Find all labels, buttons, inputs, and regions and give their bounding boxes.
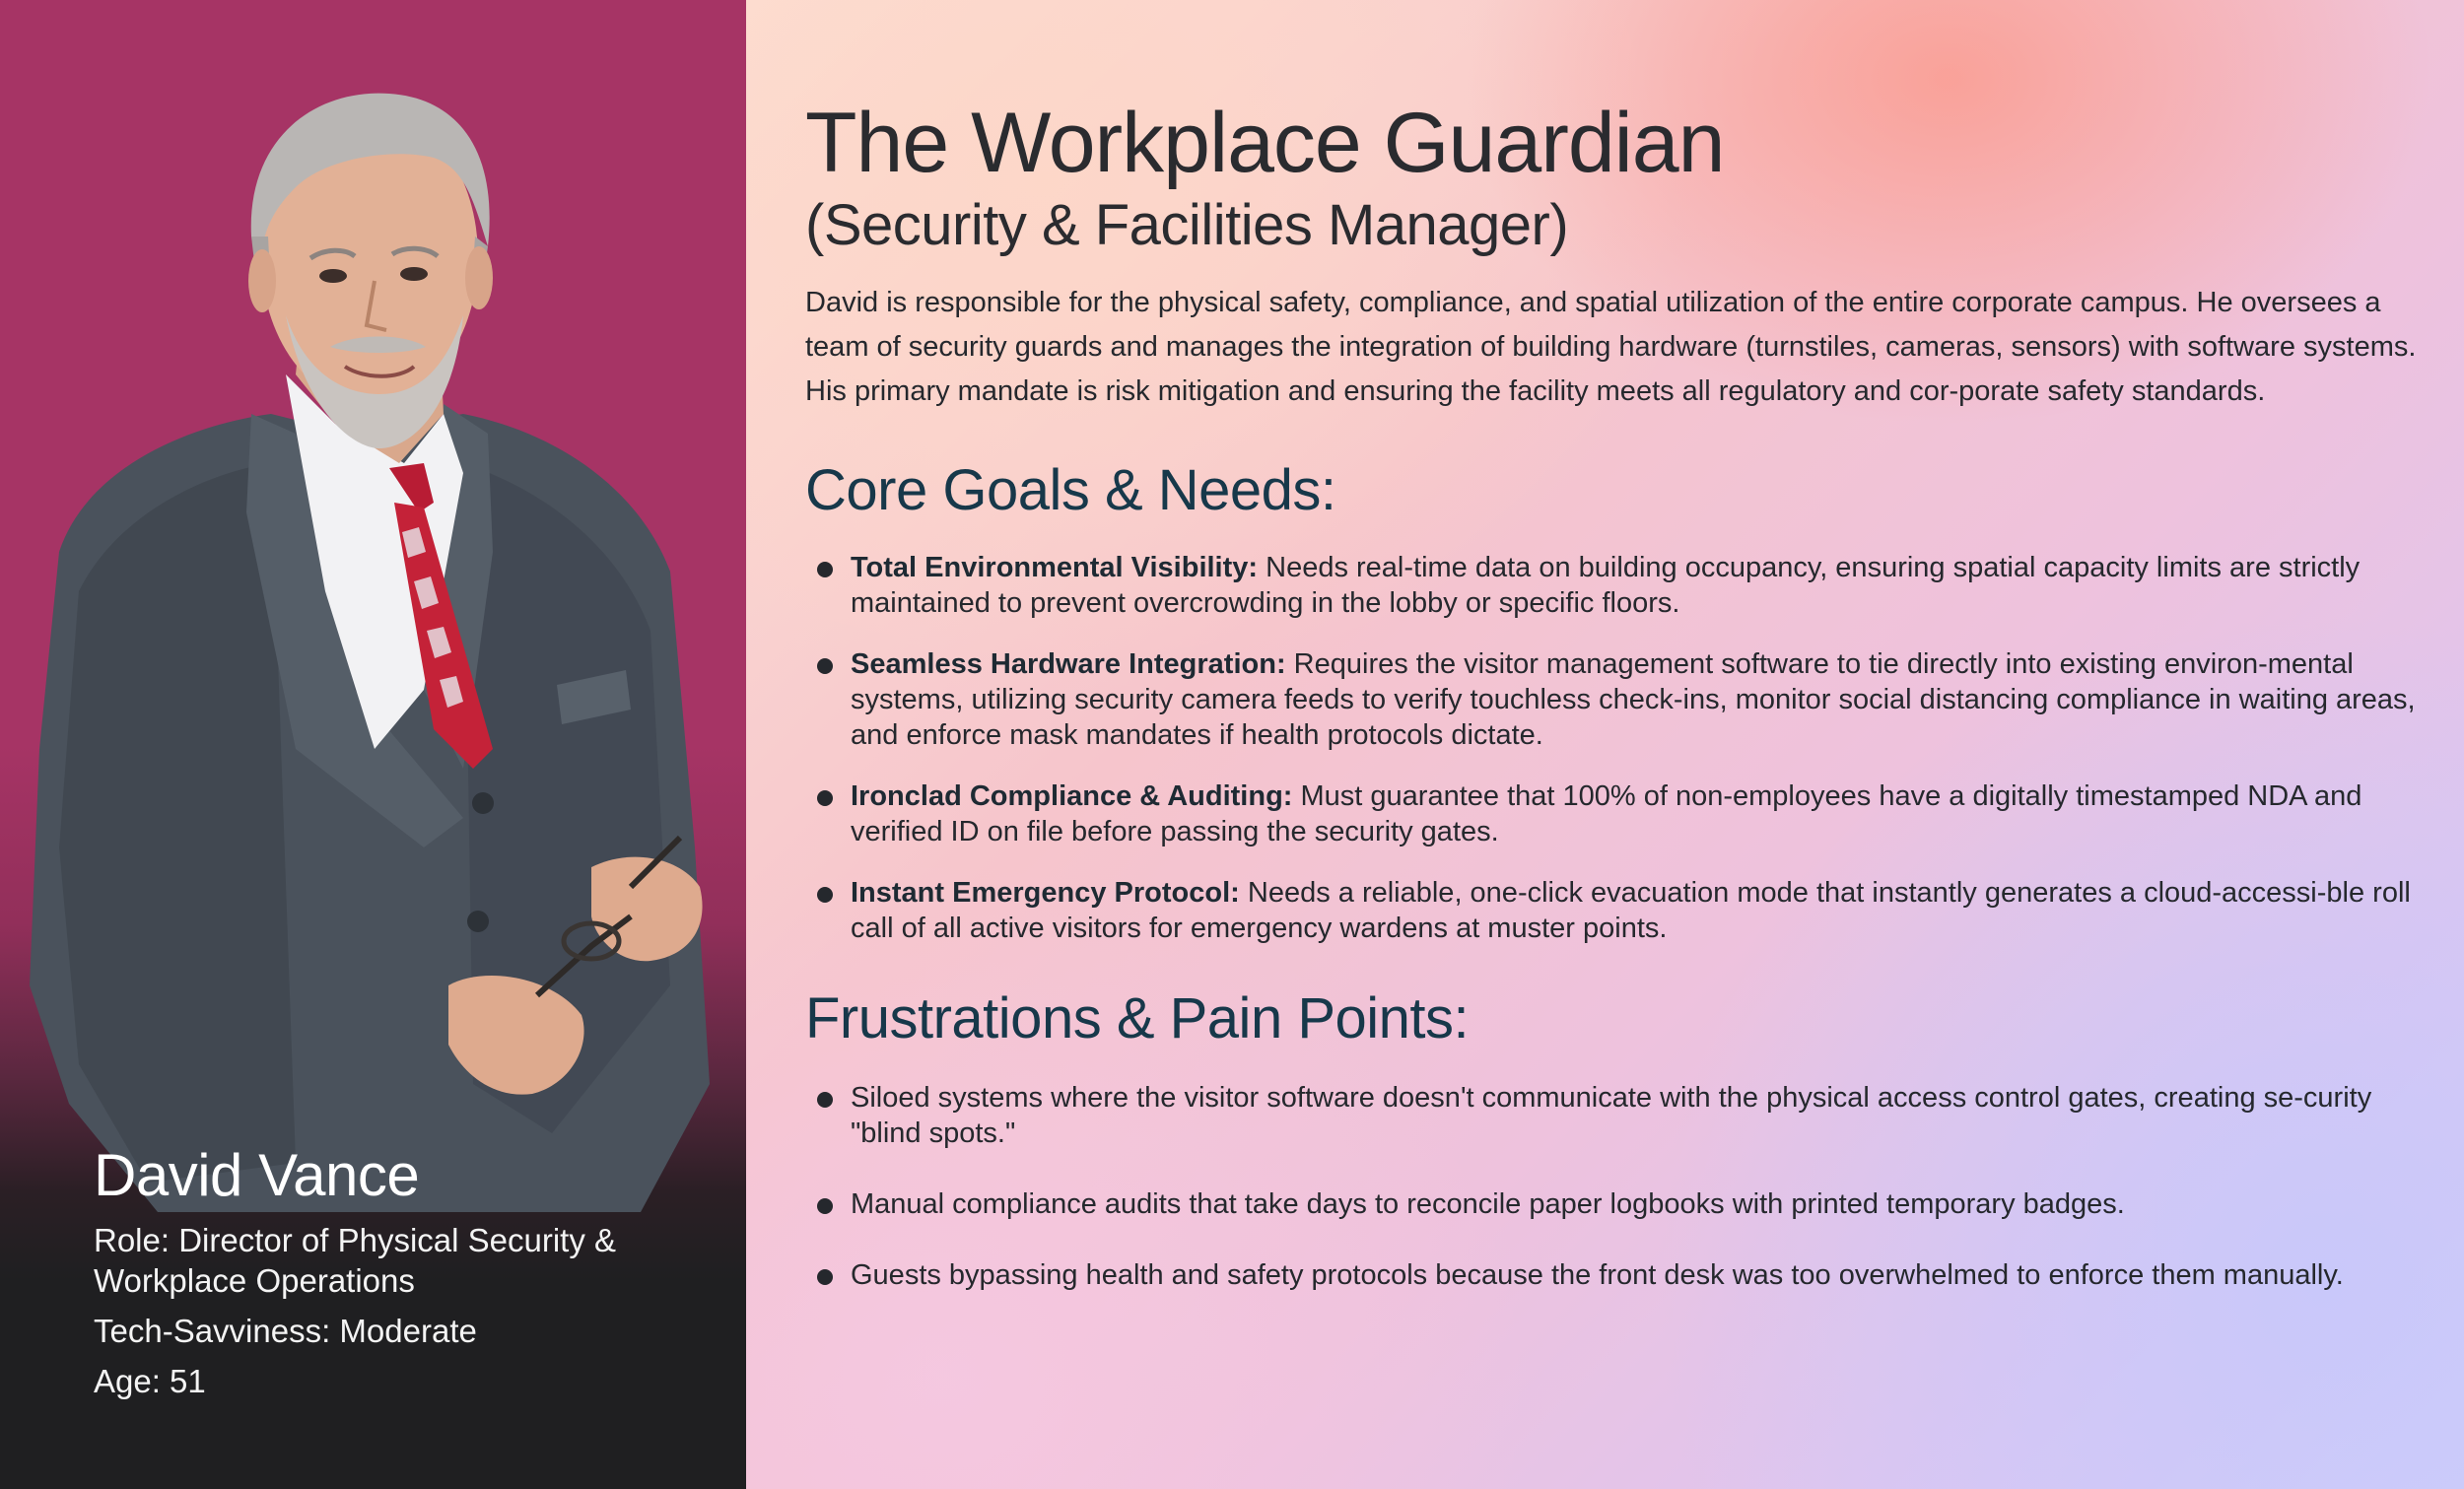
profile-role	[94, 1220, 724, 1301]
goal-item	[805, 646, 2431, 753]
persona-summary: David is responsible for the physical safety, compliance, and spatial utilization of the entire corporate campus. He oversees a team of security guards and manages the integration of building hardware (turnstiles, cameras, sensors) with software systems. His primary mandate is risk mitigation and ensuring the facility meets all regulatory and cor-porate safety standards.	[805, 287, 2417, 407]
goal-item	[805, 778, 2431, 849]
goals-list	[805, 550, 2431, 946]
profile-name: David Vance	[94, 1142, 420, 1208]
frustration-item	[805, 1080, 2431, 1151]
profile-details	[94, 1141, 724, 1411]
profile-role-line2: Workplace Operations	[94, 1262, 415, 1299]
page-subtitle: (Security & Facilities Manager)	[805, 193, 1569, 257]
bullet-icon	[817, 887, 833, 903]
goal-item	[805, 550, 2431, 621]
content-panel	[746, 0, 2464, 1489]
frustration-text: Siloed systems where the visitor software doesn't communicate with the physical access control gates, creating se-curity "blind spots."	[851, 1082, 2372, 1149]
frustrations-heading: Frustrations & Pain Points:	[805, 986, 1470, 1050]
persona-content	[805, 94, 2431, 1328]
profile-age: Age: 51	[94, 1363, 206, 1399]
frustration-item	[805, 1257, 2431, 1293]
goals-heading: Core Goals & Needs:	[805, 458, 1336, 522]
goal-text: Requires the visitor management software to tie directly into existing environ-mental systems, utilizing security camera feeds to verify touchless check-ins, monitor social distancing compliance in waiting areas, and enforce mask mandates if health protocols dictate.	[851, 648, 2416, 751]
goal-title: Ironclad Compliance & Auditing:	[851, 780, 1293, 812]
goal-text: Needs real-time data on building occupancy, ensuring spatial capacity limits are strictly maintained to prevent overcrowding in the lobby or specific floors.	[851, 552, 2361, 619]
goal-text: Must guarantee that 100% of non-employees have a digitally timestamped NDA and verified ID on file before passing the security gates.	[851, 780, 2362, 847]
frustration-text: Guests bypassing health and safety protocols because the front desk was too overwhelmed to enforce them manually.	[851, 1259, 2344, 1291]
bullet-icon	[817, 790, 833, 806]
bullet-icon	[817, 658, 833, 674]
frustrations-list	[805, 1080, 2431, 1293]
bullet-icon	[817, 1092, 833, 1108]
page-title: The Workplace Guardian	[805, 96, 1725, 190]
profile-role-line1: Role: Director of Physical Security &	[94, 1222, 617, 1258]
goal-title: Total Environmental Visibility:	[851, 552, 1259, 583]
bullet-icon	[817, 562, 833, 577]
goal-title: Seamless Hardware Integration:	[851, 648, 1286, 680]
frustration-item	[805, 1186, 2431, 1222]
frustration-text: Manual compliance audits that take days to reconcile paper logbooks with printed temporary badges.	[851, 1188, 2125, 1220]
goal-title: Instant Emergency Protocol:	[851, 877, 1240, 909]
profile-panel	[0, 0, 746, 1489]
goal-text: Needs a reliable, one-click evacuation mode that instantly generates a cloud-accessi-ble roll call of all active visitors for emergency wardens at muster points.	[851, 877, 2411, 944]
bullet-icon	[817, 1198, 833, 1214]
profile-tech-savviness: Tech-Savviness: Moderate	[94, 1313, 477, 1349]
goal-item	[805, 875, 2431, 946]
bullet-icon	[817, 1269, 833, 1285]
